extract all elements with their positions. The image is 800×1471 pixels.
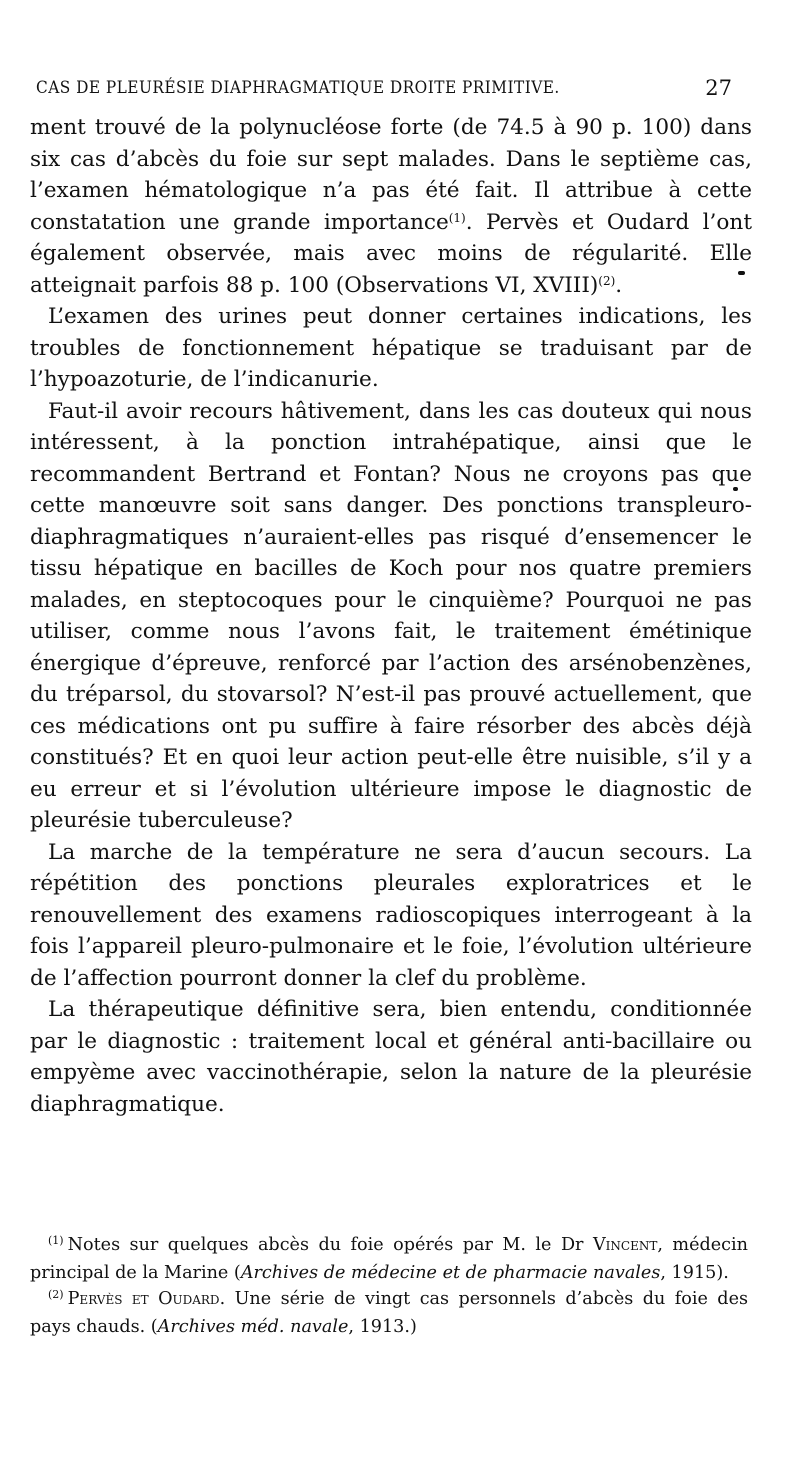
ink-speck xyxy=(738,271,745,275)
footnote-1 xyxy=(30,1232,748,1286)
paragraph-5: La thérapeutique définitive sera, bien entendu, conditionnée par le diagnostic : traitement local et général anti-bacillaire ou empyème avec vaccinothérapie, selon la nature de la pleurésie diaphragmatique. xyxy=(30,997,752,1117)
footnote-1-text-a: Notes sur quelques abcès du foie opérés par M. le Dr xyxy=(67,1235,593,1255)
footnote-ref-2: (2) xyxy=(598,273,616,288)
paragraph-1 xyxy=(30,112,752,301)
footnotes xyxy=(30,1232,748,1340)
footnote-1-author: Vincent xyxy=(592,1235,658,1255)
paragraph-1-text-b: . Pervès et Oudard l’ont également observée, mais avec moins de régularité. Elle atteignait parfois 88 p. 100 (Observations VI, XVIII) xyxy=(30,209,752,298)
paragraph-4: La marche de la température ne sera d’aucun secours. La répétition des ponctions pleurales exploratrices et le renouvellement des examens radioscopiques interrogeant à la fois l’appareil pleuro-pulmonaire et le foie, l’évolution ultérieure de l’affection pourront donner la clef du problème. xyxy=(30,839,752,991)
footnote-2 xyxy=(30,1286,748,1340)
paragraph-2: L’examen des urines peut donner certaines indications, les troubles de fonctionnement hépatique se traduisant par de l’hypoazoturie, de l’indicanurie. xyxy=(30,304,752,392)
footnote-2-authors: Pervès et Oudard xyxy=(67,1289,220,1309)
page-number: 27 xyxy=(705,76,732,100)
running-head xyxy=(36,78,740,108)
paragraph-1-text-c: . xyxy=(615,272,623,298)
footnote-2-mark: (2) xyxy=(48,1288,64,1301)
footnote-1-source: Archives de médecine et de pharmacie navales xyxy=(240,1263,661,1283)
footnote-ref-1: (1) xyxy=(448,210,466,225)
footnote-2-source: Archives méd. navale xyxy=(157,1317,349,1337)
footnote-2-text-a: . Une série de vingt cas personnels d’abcès du foie des pays chauds. ( xyxy=(30,1289,749,1337)
paragraph-3: Faut-il avoir recours hâtivement, dans les cas douteux qui nous intéressent, à la ponction intrahépatique, ainsi que le recommandent Bertrand et Fontan? Nous ne croyons pas que cette manœuvre soit sans danger. Des ponctions transpleuro-diaphragmatiques n’auraient-elles pas risqué d’ensemencer le tissu hépatique en bacilles de Koch pour nos quatre premiers malades, en steptocoques pour le cinquième? Pourquoi ne pas utiliser, comme nous l’avons fait, le traitement émétinique énergique d’épreuve, renforcé par l’action des arsénobenzènes, du tréparsol, du stovarsol? N’est-il pas prouvé actuellement, que ces médications ont pu suffire à faire résorber des abcès déjà constitués? Et en quoi leur action peut-elle être nuisible, s’il y a eu erreur et si l’évolution ultérieure impose le diagnostic de pleurésie tuberculeuse? xyxy=(30,398,752,833)
ink-speck xyxy=(733,487,738,491)
paragraph-1-text-a: ment trouvé de la polynucléose forte (de 74.5 à 90 p. 100) dans six cas d’abcès du foie sur sept malades. Dans le septième cas, l’examen hématologique n’a pas été fait. Il attribue à cette constatation une grande importance xyxy=(30,115,752,235)
running-title: CAS DE PLEURÉSIE DIAPHRAGMATIQUE DROITE PRIMITIVE. xyxy=(36,78,560,97)
body-text xyxy=(30,112,752,1120)
footnote-2-text-b: , 1913.) xyxy=(348,1317,417,1337)
footnote-1-text-b: , médecin principal de la Marine ( xyxy=(30,1235,748,1283)
footnote-1-text-c: , 1915). xyxy=(660,1263,729,1283)
footnote-1-mark: (1) xyxy=(48,1234,64,1247)
